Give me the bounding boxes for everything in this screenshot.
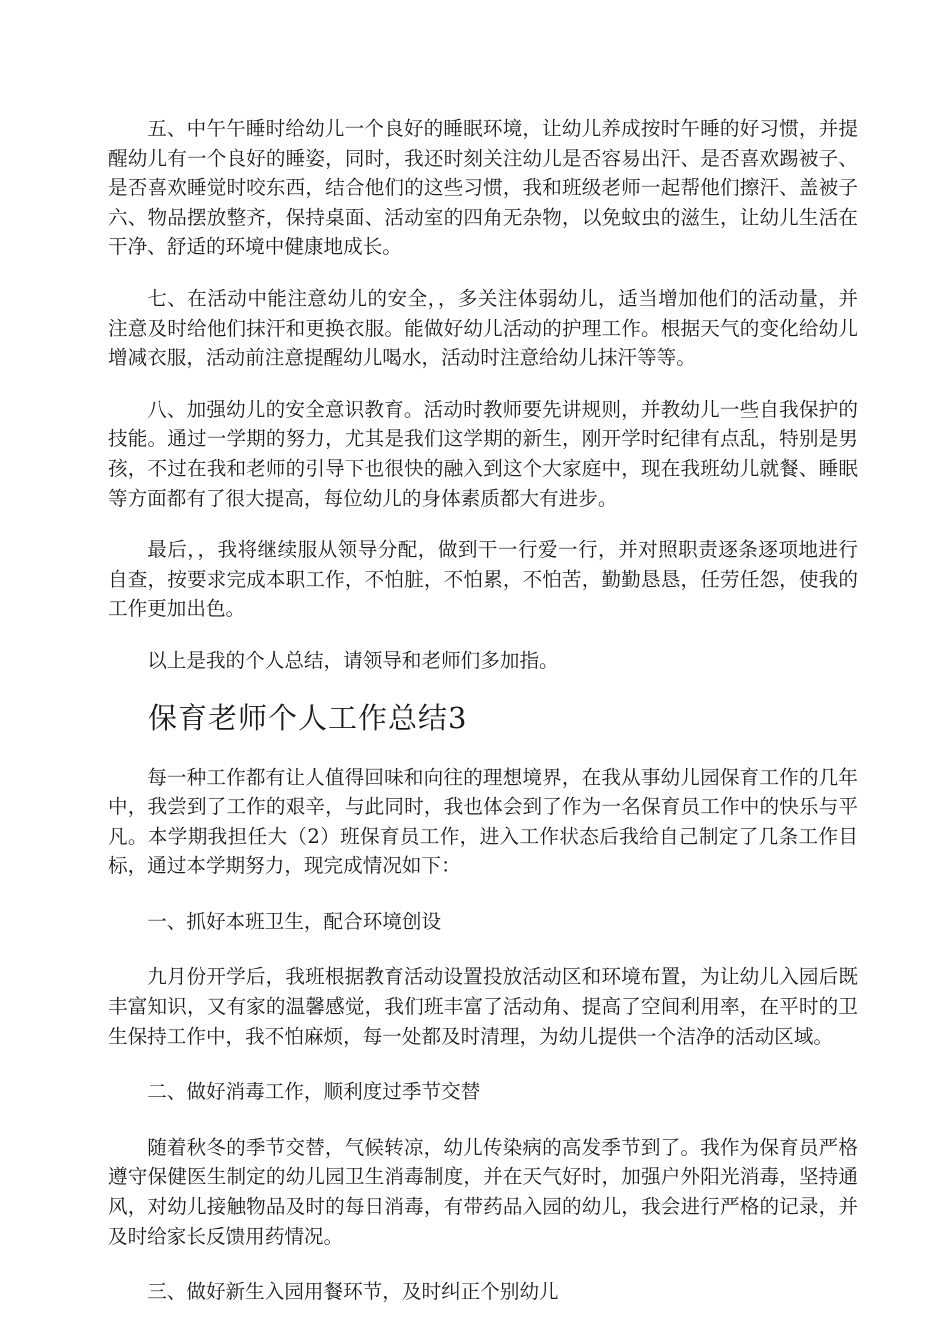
paragraph-nap-environment: 五、中午午睡时给幼儿一个良好的睡眠环境，让幼儿养成按时午睡的好习惯，并提醒幼儿有一个良好的睡姿，同时，我还时刻关注幼儿是否容易出汗、是否喜欢踢被子、是否喜欢睡觉时咬东西，结合他们的这些习惯，我和班级老师一起帮他们擦汗、盖被子六、物品摆放整齐，保持桌面、活动室的四角无杂物，以免蚊虫的滋生，让幼儿生活在干净、舒适的环境中健康地成长。: [108, 117, 858, 259]
subheading-disinfection: 二、做好消毒工作，顺利度过季节交替: [147, 1080, 481, 1104]
subheading-hygiene: 一、抓好本班卫生，配合环境创设: [147, 909, 442, 933]
paragraph-activity-safety: 七、在活动中能注意幼儿的安全，，多关注体弱幼儿，适当增加他们的活动量，并注意及时给他们抹汗和更换衣服。能做好幼儿活动的护理工作。根据天气的变化给幼儿增减衣服，活动前注意提醒幼儿喝水，活动时注意给幼儿抹汗等等。: [108, 286, 858, 370]
subheading-meals: 三、做好新生入园用餐环节，及时纠正个别幼儿: [147, 1280, 559, 1304]
document-page: [108, 114, 858, 1333]
paragraph-intro: 每一种工作都有让人值得回味和向往的理想境界，在我从事幼儿园保育工作的几年中，我尝到了工作的艰辛，与此同时，我也体会到了作为一名保育员工作中的快乐与平凡。本学期我担任大（2）班保育员工作，进入工作状态后我给自己制定了几条工作目标，通过本学期努力，现完成情况如下：: [108, 765, 858, 878]
paragraph-disinfection: 随着秋冬的季节交替，气候转凉，幼儿传染病的高发季节到了。我作为保育员严格遵守保健医生制定的幼儿园卫生消毒制度，并在天气好时，加强户外阳光消毒，坚持通风，对幼儿接触物品及时的每日消毒，有带药品入园的幼儿，我会进行严格的记录，并及时给家长反馈用药情况。: [108, 1135, 858, 1248]
paragraph-conclusion: 最后，，我将继续服从领导分配，做到干一行爱一行，并对照职责逐条逐项地进行自查，按要求完成本职工作，不怕脏，不怕累，不怕苦，勤勤恳恳，任劳任怨，使我的工作更加出色。: [108, 538, 858, 621]
paragraph-closing: 以上是我的个人总结，请领导和老师们多加指。: [147, 648, 559, 672]
paragraph-safety-education: 八、加强幼儿的安全意识教育。活动时教师要先讲规则，并教幼儿一些自我保护的技能。通过一学期的努力，尤其是我们这学期的新生，刚开学时纪律有点乱，特别是男孩，不过在我和老师的引导下也很快的融入到这个大家庭中，现在我班幼儿就餐、睡眠等方面都有了很大提高，每位幼儿的身体素质都大有进步。: [108, 397, 858, 510]
section-heading: 保育老师个人工作总结3: [148, 700, 468, 735]
paragraph-hygiene: 九月份开学后，我班根据教育活动设置投放活动区和环境布置，为让幼儿入园后既丰富知识，又有家的温馨感觉，我们班丰富了活动角、提高了空间利用率，在平时的卫生保持工作中，我不怕麻烦，每一处都及时清理，为幼儿提供一个洁净的活动区域。: [108, 965, 858, 1048]
